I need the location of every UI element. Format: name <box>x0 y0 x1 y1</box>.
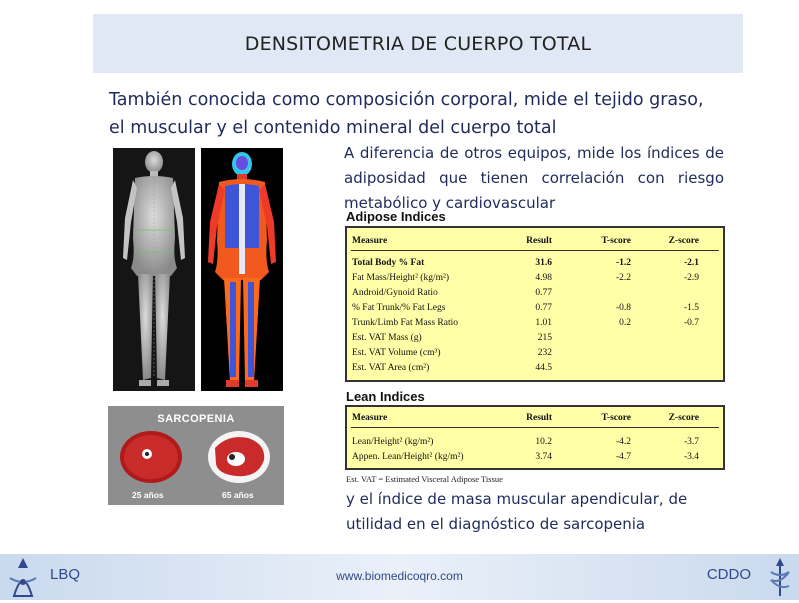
header-zscore: Z-score <box>668 413 699 423</box>
cell-measure: Total Body % Fat <box>352 258 425 268</box>
caption-25-years: 25 años <box>132 490 164 500</box>
footer-lbq: LBQ <box>50 566 81 583</box>
cell-measure: Lean/Height² (kg/m²) <box>352 437 434 447</box>
sarcopenia-illustration <box>108 406 284 505</box>
cell-tscore: -0.8 <box>615 303 631 313</box>
table-row <box>347 346 723 360</box>
page-title: DENSITOMETRIA DE CUERPO TOTAL <box>244 32 592 55</box>
cell-result: 1.01 <box>535 318 552 328</box>
table-row <box>347 361 723 375</box>
header-result: Result <box>526 413 552 423</box>
cell-measure: Est. VAT Mass (g) <box>352 333 422 343</box>
muscle-cross-sections <box>108 426 284 488</box>
cell-result: 31.6 <box>535 258 552 268</box>
cell-zscore: -2.1 <box>683 258 699 268</box>
lean-indices-table <box>345 405 725 470</box>
cell-measure: Fat Mass/Height² (kg/m²) <box>352 273 449 283</box>
sarcopenia-title: SARCOPENIA <box>157 413 235 425</box>
cell-measure: % Fat Trunk/% Fat Legs <box>352 303 446 313</box>
lean-indices-label: Lean Indices <box>346 389 425 404</box>
table-row <box>347 256 723 270</box>
sarcopenia-paragraph <box>346 487 746 537</box>
cell-zscore: -1.5 <box>683 303 699 313</box>
table-row <box>347 331 723 345</box>
para3-line-1: y el índice de masa muscular apendicular, de <box>346 490 688 508</box>
header-tscore: T-score <box>601 236 631 246</box>
cell-result: 232 <box>537 348 552 358</box>
intro-line-2: el muscular y el contenido mineral del cuerpo total <box>109 118 557 138</box>
header-tscore: T-score <box>601 413 631 423</box>
header-zscore: Z-score <box>668 236 699 246</box>
caption-65-years: 65 años <box>222 490 254 500</box>
table-row <box>347 316 723 330</box>
cell-zscore: -3.7 <box>683 437 699 447</box>
table-row <box>347 301 723 315</box>
title-banner <box>93 14 743 73</box>
cell-measure: Est. VAT Area (cm²) <box>352 363 430 373</box>
header-divider <box>351 250 719 251</box>
dexa-grayscale-scan <box>113 148 195 391</box>
vat-footnote: Est. VAT = Estimated Visceral Adipose Tissue <box>346 474 503 484</box>
intro-paragraph <box>109 86 749 142</box>
footer-website-link[interactable]: www.biomedicoqro.com <box>336 569 463 583</box>
adipose-indices-label: Adipose Indices <box>346 209 446 224</box>
dexa-color-scan <box>201 148 283 391</box>
cell-tscore: -4.7 <box>615 452 631 462</box>
header-measure: Measure <box>352 413 388 423</box>
header-measure: Measure <box>352 236 388 246</box>
cell-zscore: -2.9 <box>683 273 699 283</box>
adiposity-paragraph: A diferencia de otros equipos, mide los índices de adiposidad que tienen correlación con riesgo metabólico y cardiovascular <box>344 144 724 212</box>
header-result: Result <box>526 236 552 246</box>
table-header-row <box>347 411 723 425</box>
intro-line-1: También conocida como composición corporal, mide el tejido graso, <box>109 90 704 110</box>
adipose-indices-table <box>345 226 725 382</box>
cell-measure: Trunk/Limb Fat Mass Ratio <box>352 318 459 328</box>
cell-result: 10.2 <box>535 437 552 447</box>
cell-measure: Appen. Lean/Height² (kg/m²) <box>352 452 464 462</box>
table-row <box>347 271 723 285</box>
cell-tscore: -2.2 <box>615 273 631 283</box>
cell-tscore: -1.2 <box>615 258 631 268</box>
cell-result: 0.77 <box>535 303 552 313</box>
cell-zscore: -3.4 <box>683 452 699 462</box>
table-row <box>347 286 723 300</box>
cell-result: 215 <box>537 333 552 343</box>
cell-measure: Est. VAT Volume (cm³) <box>352 348 441 358</box>
cell-result: 0.77 <box>535 288 552 298</box>
cell-result: 44.5 <box>535 363 552 373</box>
footer-cddo: CDDO <box>706 566 751 583</box>
para3-line-2: utilidad en el diagnóstico de sarcopenia <box>346 515 646 533</box>
cddo-logo-icon <box>765 556 795 603</box>
cell-measure: Android/Gynoid Ratio <box>352 288 438 298</box>
cell-result: 3.74 <box>535 452 552 462</box>
table-header-row <box>347 234 723 248</box>
table-row <box>347 435 723 449</box>
table-row <box>347 450 723 464</box>
cell-tscore: -4.2 <box>615 437 631 447</box>
header-divider <box>351 427 719 428</box>
cell-result: 4.98 <box>535 273 552 283</box>
cell-tscore: 0.2 <box>619 318 631 328</box>
cell-zscore: -0.7 <box>683 318 699 328</box>
